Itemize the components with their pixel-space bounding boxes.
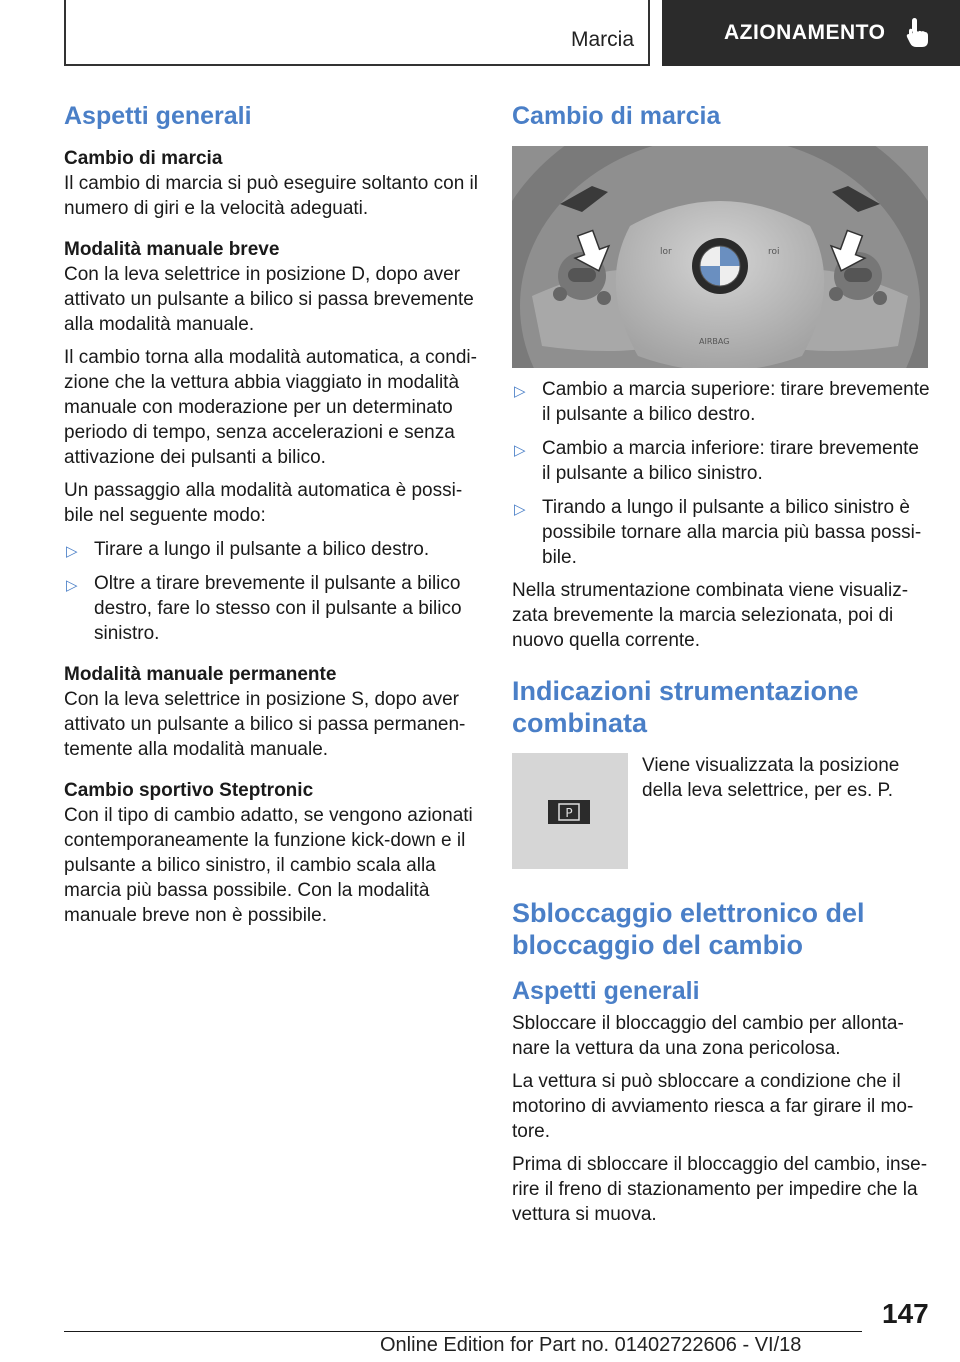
indicator-row (512, 753, 930, 869)
indicator-description: Viene visualizzata la posizione della leva selettrice, per es. P. (642, 755, 900, 801)
header-section-title: Marcia (570, 28, 634, 51)
footer-divider (64, 1331, 862, 1332)
paragraph: La vettura si può sbloccare a condizione che il motorino di avviamento riesca a far girare il motore. (512, 1071, 914, 1142)
cluster-indicator-illustration (512, 753, 628, 869)
section-heading-electronic-unlock: Sbloccaggio elettronico del bloccaggio del cambio (512, 898, 865, 960)
subheading-gear-change: Cambio di marcia (64, 148, 223, 169)
triangle-bullet-icon: ▷ (66, 543, 78, 560)
paragraph: Il cambio torna alla modalità automatica, a condizione che la vettura abbia viaggiato in modalità manuale con moderazione per un determinato periodo di tempo, senza accelerazioni e senza attivazione dei pulsanti a bilico. (64, 347, 477, 468)
left-column (64, 100, 480, 928)
steering-wheel-illustration (512, 146, 928, 368)
gear-position-letter: P (565, 806, 573, 820)
header-chapter-title: AZIONAMENTO (724, 21, 886, 44)
airbag-label: AIRBAG (699, 337, 730, 346)
list-item: ▷ Cambio a marcia superiore: tirare brevemente il pulsante a bilico destro. (514, 379, 930, 425)
right-column (512, 100, 930, 1227)
paragraph: Nella strumentazione combinata viene visualizzata brevemente la marcia selezionata, poi di nuovo quella corrente. (512, 580, 909, 651)
subheading-permanent-manual-mode: Modalità manuale permanente (64, 664, 337, 685)
footer-edition: Online Edition for Part no. 01402722606 - VI/18 (380, 1334, 802, 1356)
pointing-hand-icon (905, 17, 931, 49)
svg-text:lor: lor (660, 247, 672, 257)
list-item: ▷ Cambio a marcia inferiore: tirare brevemente il pulsante a bilico sinistro. (514, 438, 919, 484)
subheading-sport-steptronic: Cambio sportivo Steptronic (64, 780, 314, 801)
subheading-general: Aspetti generali (512, 977, 700, 1005)
list-item: ▷ Tirare a lungo il pulsante a bilico destro. (64, 537, 480, 562)
list-item: ▷ Tirando a lungo il pulsante a bilico sinistro è possibile tornare alla marcia più bassa possibile. (514, 497, 922, 568)
section-heading-general: Aspetti generali (64, 102, 252, 130)
svg-text:roi: roi (768, 247, 780, 257)
triangle-bullet-icon: ▷ (66, 577, 78, 594)
subheading-short-manual-mode: Modalità manuale breve (64, 239, 280, 260)
page-number: 147 (882, 1298, 929, 1329)
bullet-list (64, 537, 480, 646)
list-item: ▷ Oltre a tirare brevemente il pulsante a bilico destro, fare lo stesso con il pulsante a bilico sinistro. (66, 573, 462, 644)
paragraph: Con il tipo di cambio adatto, se vengono azionati contemporaneamente la funzione kick-down e il pulsante a bilico sinistro, il cambio scala alla marcia più bassa possibile. Con la modalità manuale breve non è possibile. (64, 805, 473, 926)
paragraph: Prima di sbloccare il bloccaggio del cambio, inserire il freno di stazionamento per impedire che la vettura si muova. (512, 1154, 928, 1225)
paragraph: Con la leva selettrice in posizione D, dopo aver attivato un pulsante a bilico si passa brevemente alla modalità manuale. (64, 264, 474, 335)
section-heading-cluster-indications: Indicazioni strumentazione combinata (512, 676, 859, 738)
header-chapter-tab (662, 0, 960, 66)
paragraph: Il cambio di marcia si può eseguire soltanto con il numero di giri e la velocità adeguati. (64, 173, 478, 219)
paragraph: Con la leva selettrice in posizione S, dopo aver attivato un pulsante a bilico si passa permanentemente alla modalità manuale. (64, 689, 466, 760)
header-section-box (64, 0, 650, 66)
triangle-bullet-icon: ▷ (514, 501, 526, 518)
bullet-list (512, 377, 930, 570)
triangle-bullet-icon: ▷ (514, 383, 526, 400)
paragraph: Sbloccare il bloccaggio del cambio per allontanare la vettura da una zona pericolosa. (512, 1013, 904, 1059)
triangle-bullet-icon: ▷ (514, 442, 526, 459)
page-header (0, 0, 960, 66)
section-heading-gear-change: Cambio di marcia (512, 102, 721, 130)
paragraph: Un passaggio alla modalità automatica è possibile nel seguente modo: (64, 480, 463, 526)
